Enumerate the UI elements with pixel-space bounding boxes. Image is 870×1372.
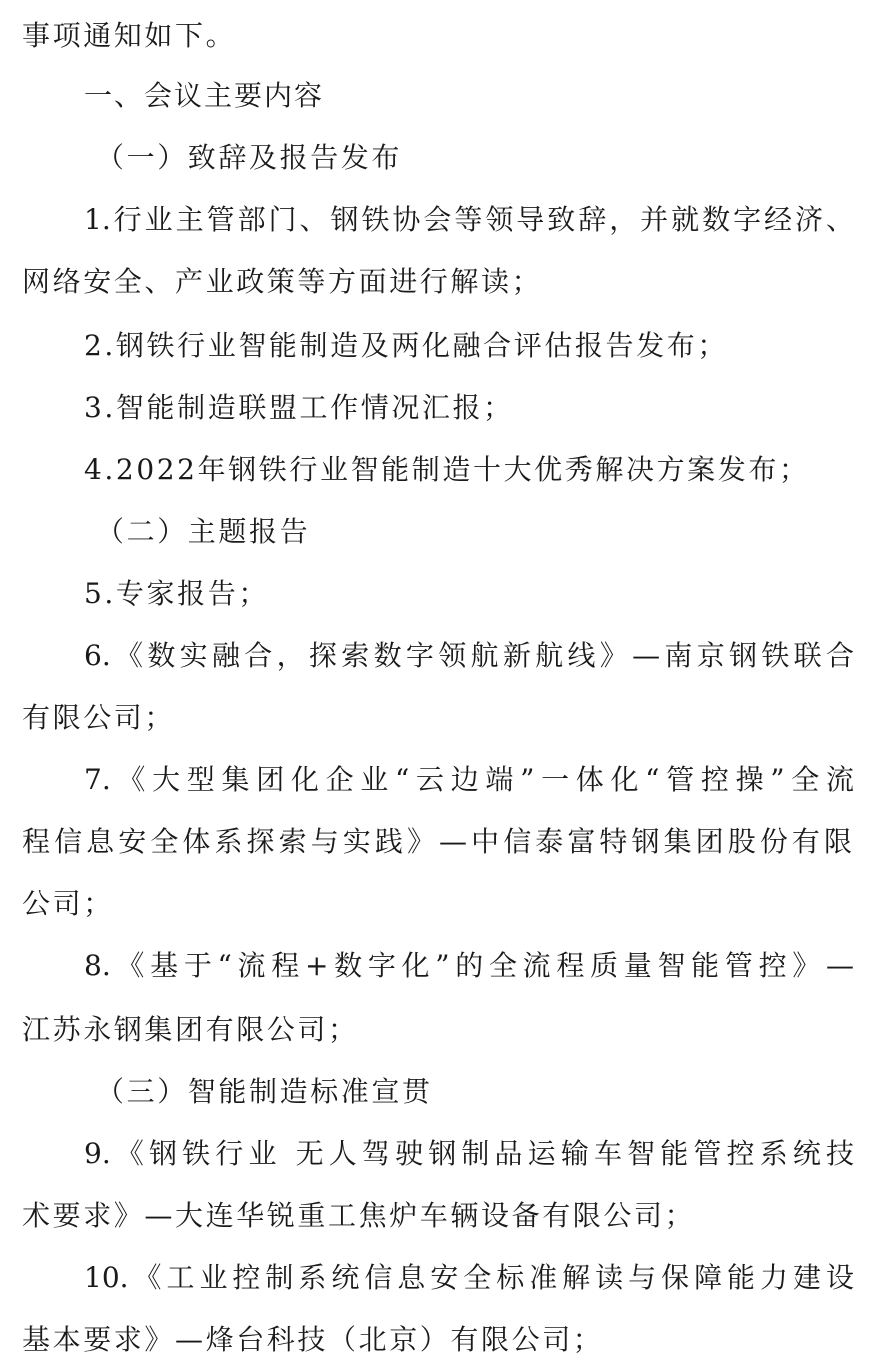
item-1-line-2: 网络安全、产业政策等方面进行解读； — [22, 265, 543, 298]
item-2: 2.钢铁行业智能制造及两化融合评估报告发布； — [84, 329, 728, 362]
paragraph-continuation: 事项通知如下。 — [22, 19, 237, 52]
item-8-line-2: 江苏永钢集团有限公司； — [22, 1013, 359, 1046]
item-9-line-1: 9.《钢铁行业 无人驾驶钢制品运输车智能管控系统技 — [84, 1137, 854, 1170]
subsection-heading-speeches: （一）致辞及报告发布 — [96, 141, 403, 174]
subsection-heading-keynotes: （二）主题报告 — [96, 515, 311, 548]
item-6-line-1: 6.《数实融合，探索数字领航新航线》—南京钢铁联合 — [84, 639, 854, 672]
item-3: 3.智能制造联盟工作情况汇报； — [84, 391, 514, 424]
item-1-line-1: 1.行业主管部门、钢铁协会等领导致辞，并就数字经济、 — [84, 203, 854, 236]
item-7-line-2: 程信息安全体系探索与实践》—中信泰富特钢集团股份有限 — [22, 825, 852, 858]
item-4: 4.2022年钢铁行业智能制造十大优秀解决方案发布； — [84, 453, 810, 486]
item-9-line-2: 术要求》—大连华锐重工焦炉车辆设备有限公司； — [22, 1199, 696, 1232]
item-5: 5.专家报告； — [84, 577, 269, 610]
subsection-heading-standards: （三）智能制造标准宣贯 — [96, 1075, 433, 1108]
item-10-line-1: 10.《工业控制系统信息安全标准解读与保障能力建设 — [84, 1261, 854, 1294]
item-7-line-3: 公司； — [22, 887, 114, 920]
item-7-line-1: 7.《大型集团化企业“云边端”一体化“管控操”全流 — [84, 763, 854, 796]
item-10-line-2: 基本要求》—烽台科技（北京）有限公司； — [22, 1323, 604, 1356]
item-6-line-2: 有限公司； — [22, 701, 176, 734]
item-8-line-1: 8.《基于“流程+数字化”的全流程质量智能管控》— — [84, 949, 854, 982]
section-heading-meeting-content: 一、会议主要内容 — [84, 79, 325, 112]
